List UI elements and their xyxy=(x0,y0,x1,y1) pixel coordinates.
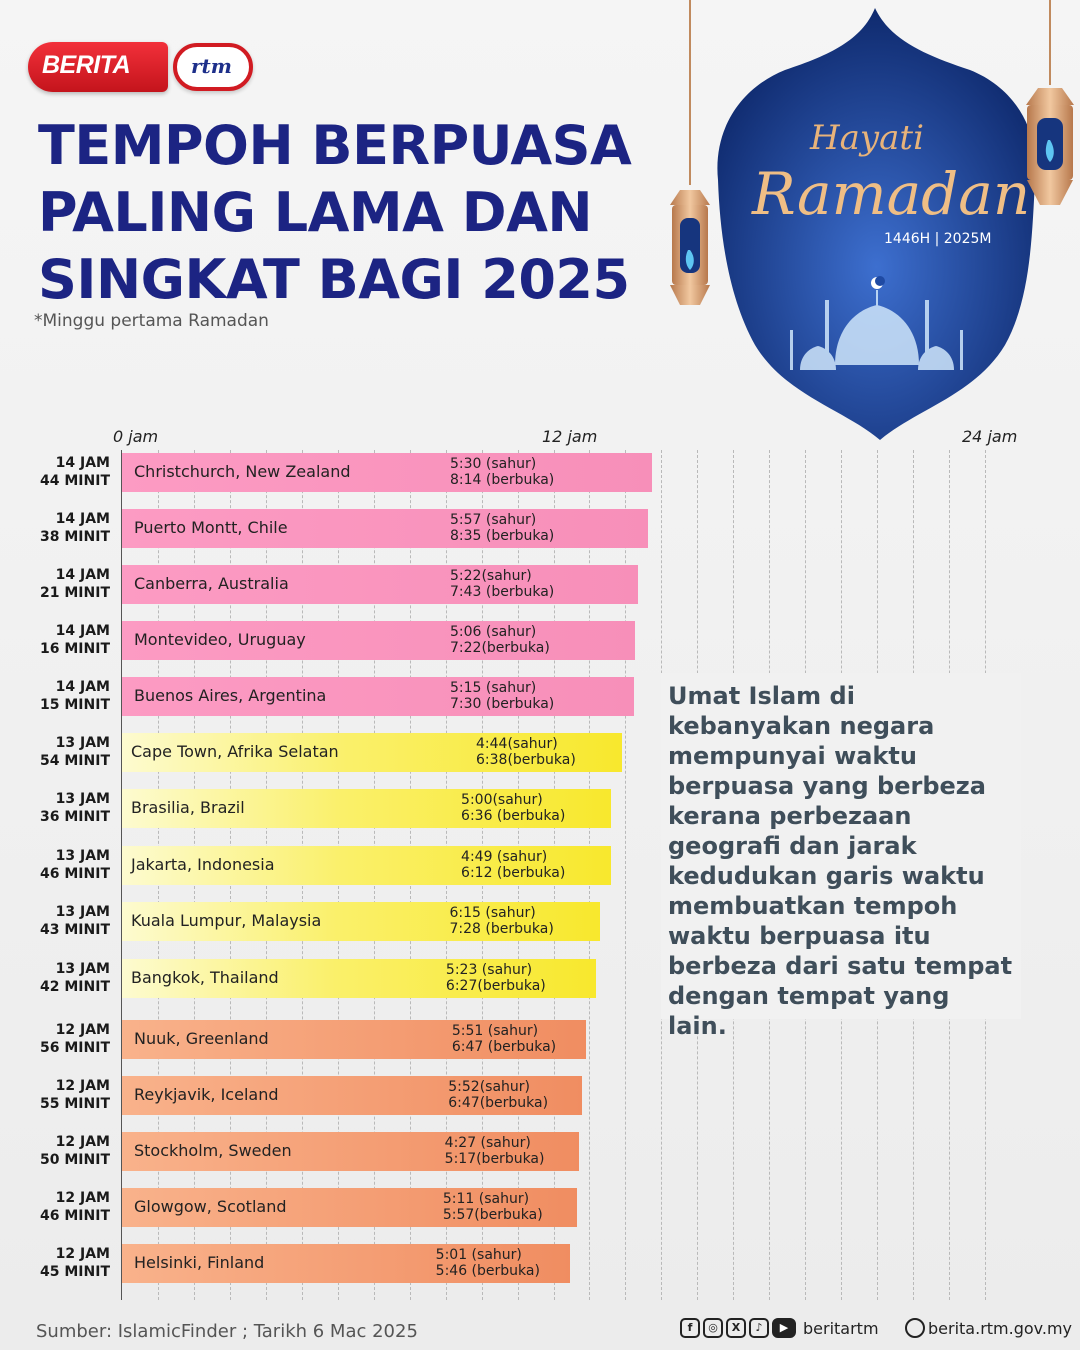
sahur-time: 5:30 (sahur) xyxy=(450,456,537,472)
duration-label xyxy=(20,903,110,939)
sahur-time: 5:57 (sahur) xyxy=(450,512,537,528)
duration-label xyxy=(20,1021,110,1057)
sahur-time: 5:22(sahur) xyxy=(450,568,532,584)
duration-hours: 13 JAM xyxy=(55,735,110,751)
lantern-right-icon xyxy=(1026,0,1074,205)
sahur-berbuka-times xyxy=(436,1247,540,1279)
berbuka-time: 5:17(berbuka) xyxy=(444,1151,545,1167)
duration-label xyxy=(20,510,110,546)
duration-label xyxy=(20,847,110,883)
sahur-berbuka-times xyxy=(450,512,554,544)
duration-label xyxy=(20,790,110,826)
duration-label xyxy=(20,960,110,996)
logo-berita-pill xyxy=(28,42,168,92)
berita-rtm-logo xyxy=(28,42,232,92)
sahur-time: 5:23 (sahur) xyxy=(445,962,533,978)
sahur-berbuka-times xyxy=(461,849,565,881)
sahur-time: 4:44(sahur) xyxy=(476,736,558,752)
sahur-time: 5:01 (sahur) xyxy=(435,1247,522,1263)
berbuka-time: 8:14 (berbuka) xyxy=(450,472,555,488)
duration-label xyxy=(20,1077,110,1113)
sahur-time: 5:06 (sahur) xyxy=(450,624,537,640)
sahur-berbuka-times xyxy=(476,736,576,768)
badge-year: 1446H | 2025M xyxy=(884,231,992,247)
sahur-berbuka-times xyxy=(461,792,565,824)
berbuka-time: 6:12 (berbuka) xyxy=(461,865,566,881)
sahur-time: 5:15 (sahur) xyxy=(450,680,537,696)
logo-berita-text: BERITA xyxy=(42,51,131,79)
sahur-time: 6:15 (sahur) xyxy=(449,905,536,921)
instagram-icon[interactable]: ◎ xyxy=(703,1318,723,1338)
city-label: Bangkok, Thailand xyxy=(131,968,279,987)
berbuka-time: 6:27(berbuka) xyxy=(445,978,546,994)
social-handle[interactable]: beritartm xyxy=(803,1319,879,1338)
city-label: Canberra, Australia xyxy=(134,574,289,593)
sahur-time: 4:27 (sahur) xyxy=(444,1135,531,1151)
duration-minutes: 44 MINIT xyxy=(40,473,110,489)
berbuka-time: 5:46 (berbuka) xyxy=(435,1263,540,1279)
berbuka-time: 7:22(berbuka) xyxy=(450,640,550,656)
sahur-time: 5:00(sahur) xyxy=(461,792,543,808)
sahur-berbuka-times xyxy=(450,624,550,656)
duration-hours: 12 JAM xyxy=(55,1134,110,1150)
duration-minutes: 36 MINIT xyxy=(40,809,110,825)
subtitle-note: *Minggu pertama Ramadan xyxy=(34,311,269,331)
duration-minutes: 42 MINIT xyxy=(40,979,110,995)
city-label: Puerto Montt, Chile xyxy=(134,518,288,537)
duration-minutes: 15 MINIT xyxy=(40,697,110,713)
duration-hours: 12 JAM xyxy=(55,1022,110,1038)
duration-label xyxy=(20,1189,110,1225)
city-label: Reykjavik, Iceland xyxy=(134,1085,279,1104)
sahur-berbuka-times xyxy=(445,1135,545,1167)
duration-hours: 14 JAM xyxy=(55,623,110,639)
city-label: Buenos Aires, Argentina xyxy=(134,686,327,705)
city-label: Cape Town, Afrika Selatan xyxy=(131,742,339,761)
x-tick-label-0: 0 jam xyxy=(113,427,159,446)
duration-minutes: 56 MINIT xyxy=(40,1040,110,1056)
sahur-time: 4:49 (sahur) xyxy=(461,849,548,865)
city-label: Brasilia, Brazil xyxy=(131,798,245,817)
duration-label xyxy=(20,622,110,658)
duration-hours: 13 JAM xyxy=(55,848,110,864)
duration-label xyxy=(20,734,110,770)
city-label: Christchurch, New Zealand xyxy=(134,462,351,481)
duration-label xyxy=(20,1133,110,1169)
city-label: Kuala Lumpur, Malaysia xyxy=(131,911,322,930)
sahur-time: 5:11 (sahur) xyxy=(442,1191,530,1207)
logo-rtm-roundel xyxy=(173,43,253,91)
x-tick-label-12: 12 jam xyxy=(542,427,598,446)
globe-icon xyxy=(905,1318,925,1338)
city-label: Jakarta, Indonesia xyxy=(131,855,275,874)
x-icon[interactable]: X xyxy=(726,1318,746,1338)
berbuka-time: 8:35 (berbuka) xyxy=(450,528,555,544)
duration-hours: 14 JAM xyxy=(55,511,110,527)
city-label: Montevideo, Uruguay xyxy=(134,630,306,649)
duration-label xyxy=(20,1245,110,1281)
source-note: Sumber: IslamicFinder ; Tarikh 6 Mac 2025 xyxy=(36,1321,418,1342)
facebook-icon[interactable]: f xyxy=(680,1318,700,1338)
duration-label xyxy=(20,454,110,490)
duration-label xyxy=(20,678,110,714)
duration-minutes: 50 MINIT xyxy=(40,1152,110,1168)
duration-minutes: 38 MINIT xyxy=(40,529,110,545)
sahur-berbuka-times xyxy=(446,962,546,994)
title-line-1: TEMPOH BERPUASA xyxy=(38,114,632,177)
duration-hours: 14 JAM xyxy=(55,455,110,471)
berbuka-time: 5:57(berbuka) xyxy=(442,1207,543,1223)
sahur-time: 5:51 (sahur) xyxy=(451,1023,539,1039)
berbuka-time: 7:30 (berbuka) xyxy=(450,696,555,712)
sahur-berbuka-times xyxy=(450,456,554,488)
duration-minutes: 21 MINIT xyxy=(40,585,110,601)
city-label: Glowgow, Scotland xyxy=(134,1197,287,1216)
duration-minutes: 45 MINIT xyxy=(40,1264,110,1280)
city-label: Stockholm, Sweden xyxy=(134,1141,292,1160)
sahur-time: 5:52(sahur) xyxy=(448,1079,531,1095)
website-link[interactable]: berita.rtm.gov.my xyxy=(928,1319,1073,1338)
lantern-left-icon xyxy=(670,0,710,305)
duration-hours: 14 JAM xyxy=(55,679,110,695)
sahur-berbuka-times xyxy=(443,1191,543,1223)
title-line-2: PALING LAMA DAN xyxy=(38,181,593,244)
duration-label xyxy=(20,566,110,602)
city-label: Helsinki, Finland xyxy=(134,1253,265,1272)
social-icons xyxy=(680,1318,796,1340)
duration-hours: 13 JAM xyxy=(55,904,110,920)
title-line-3: SINGKAT BAGI 2025 xyxy=(38,248,630,311)
logo-rtm-text: rtm xyxy=(191,54,232,78)
berbuka-time: 6:36 (berbuka) xyxy=(461,808,566,824)
badge-ramadan: Ramadan xyxy=(752,160,1031,228)
duration-hours: 12 JAM xyxy=(55,1190,110,1206)
duration-minutes: 54 MINIT xyxy=(40,753,110,769)
duration-minutes: 55 MINIT xyxy=(40,1096,110,1112)
duration-minutes: 46 MINIT xyxy=(40,866,110,882)
duration-minutes: 16 MINIT xyxy=(40,641,110,657)
sahur-berbuka-times xyxy=(452,1023,556,1055)
duration-hours: 12 JAM xyxy=(55,1078,110,1094)
duration-minutes: 43 MINIT xyxy=(40,922,110,938)
sahur-berbuka-times xyxy=(450,680,554,712)
berbuka-time: 7:43 (berbuka) xyxy=(450,584,555,600)
x-tick-label-24: 24 jam xyxy=(962,427,1018,446)
duration-hours: 13 JAM xyxy=(55,791,110,807)
sahur-berbuka-times xyxy=(450,905,554,937)
duration-minutes: 46 MINIT xyxy=(40,1208,110,1224)
page-title xyxy=(38,112,698,313)
sahur-berbuka-times xyxy=(448,1079,548,1111)
badge-hayati: Hayati xyxy=(810,118,924,158)
berbuka-time: 6:47(berbuka) xyxy=(448,1095,549,1111)
berbuka-time: 6:38(berbuka) xyxy=(476,752,576,768)
berbuka-time: 6:47 (berbuka) xyxy=(451,1039,557,1055)
sahur-berbuka-times xyxy=(450,568,554,600)
explanation-panel: Umat Islam di kebanyakan negara mempunyai waktu berpuasa yang berbeza kerana perbezaan geografi dan jarak kedudukan garis waktu membuatkan tempoh waktu berpuasa itu berbeza dari satu tempat dengan tempat yang lain. xyxy=(661,673,1021,1019)
tiktok-icon[interactable]: ♪ xyxy=(749,1318,769,1338)
duration-hours: 14 JAM xyxy=(55,567,110,583)
duration-hours: 13 JAM xyxy=(55,961,110,977)
youtube-icon[interactable]: ▶ xyxy=(772,1318,796,1338)
city-label: Nuuk, Greenland xyxy=(134,1029,269,1048)
berbuka-time: 7:28 (berbuka) xyxy=(449,921,554,937)
duration-hours: 12 JAM xyxy=(55,1246,110,1262)
